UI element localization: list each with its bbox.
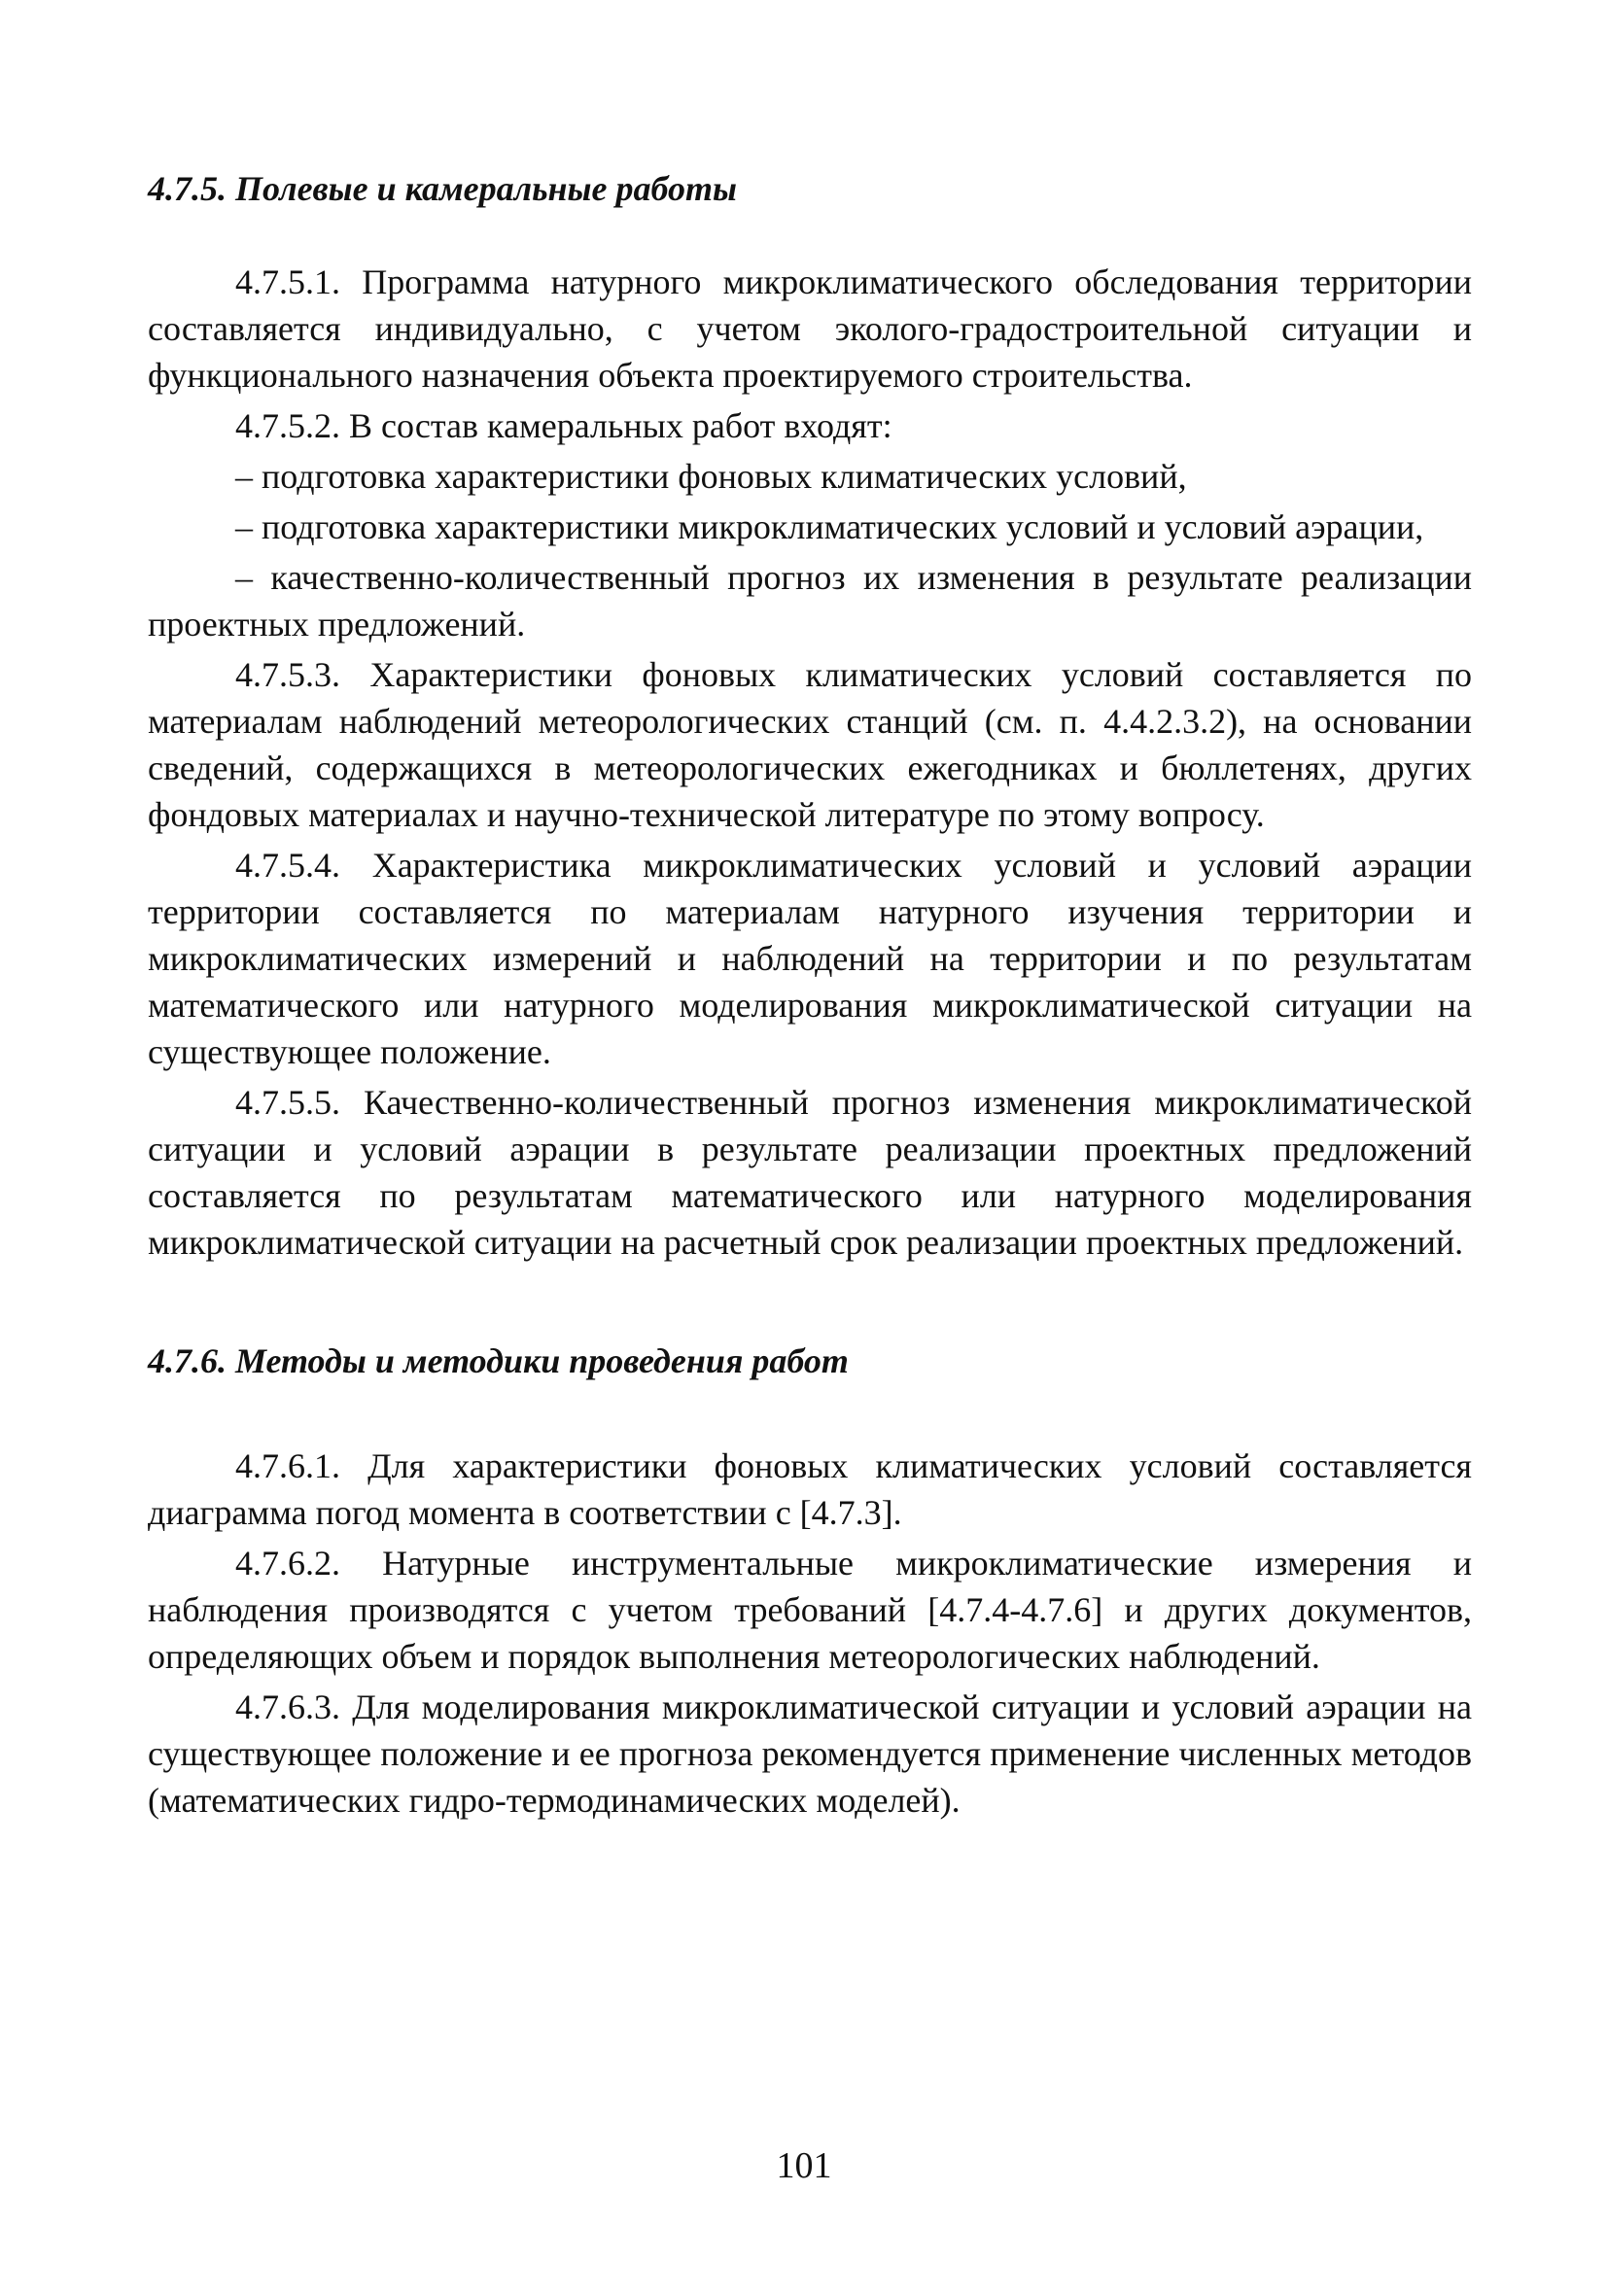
list-item-microclimate-aeration: – подготовка характеристики микроклиматических условий и условий аэрации, [235, 507, 1424, 546]
list-item-forecast: – качественно-количественный прогноз их изменения в результате реализации проектных предложений. [148, 558, 1472, 644]
list-item-background-climate: – подготовка характеристики фоновых климатических условий, [235, 457, 1187, 496]
paragraph-4-7-5-5: 4.7.5.5. Качественно-количественный прогноз изменения микроклиматической ситуации и условий аэрации в результате реализации проектных предложений составляется по результатам математического или натурного моделирования микроклиматической ситуации на расчетный срок реализации проектных предложений. [148, 1083, 1472, 1262]
paragraph-4-7-5-4: 4.7.5.4. Характеристика микроклиматических условий и условий аэрации территории составляется по материалам натурного изучения территории и микроклиматических измерений и наблюдений на территории и по результатам математического или натурного моделирования микроклиматической ситуации на существующее положение. [148, 846, 1472, 1071]
paragraph-4-7-6-2: 4.7.6.2. Натурные инструментальные микроклиматические измерения и наблюдения производятся с учетом требований [4.7.4-4.7.6] и других документов, определяющих объем и порядок выполнения метеорологических наблюдений. [148, 1544, 1472, 1676]
paragraph-4-7-5-2: 4.7.5.2. В состав камеральных работ входят: [235, 406, 892, 445]
paragraph-4-7-6-1: 4.7.6.1. Для характеристики фоновых климатических условий составляется диаграмма погод момента в соответствии с [4.7.3]. [148, 1446, 1472, 1532]
section-heading-4-7-5: 4.7.5. Полевые и камеральные работы [148, 169, 737, 208]
page-number: 101 [776, 2145, 832, 2186]
page-content [148, 165, 1472, 1827]
paragraph-4-7-5-1: 4.7.5.1. Программа натурного микроклиматического обследования территории составляется индивидуально, с учетом эколого-градостроительной ситуации и функционального назначения объекта проектируемого строительства. [148, 262, 1472, 395]
paragraph-4-7-6-3: 4.7.6.3. Для моделирования микроклиматической ситуации и условий аэрации на существующее положение и ее прогноза рекомендуется применение численных методов (математических гидро-термодинамических моделей). [148, 1687, 1472, 1820]
section-heading-4-7-6: 4.7.6. Методы и методики проведения работ [148, 1341, 849, 1380]
paragraph-4-7-5-3: 4.7.5.3. Характеристики фоновых климатических условий составляется по материалам наблюдений метеорологических станций (см. п. 4.4.2.3.2), на основании сведений, содержащихся в метеорологических ежегодниках и бюллетенях, других фондовых материалах и научно-технической литературе по этому вопросу. [148, 655, 1472, 834]
